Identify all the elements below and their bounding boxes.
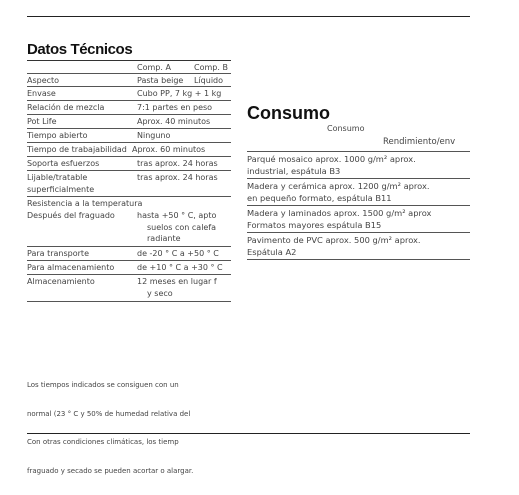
row-label-line: Lijable/tratable	[27, 173, 88, 182]
list-item-line: industrial, espátula B3	[247, 166, 341, 176]
row-value-line: y seco	[147, 288, 173, 298]
list-item-line: Parqué mosaico aprox. 1000 g/m² aprox.	[247, 154, 416, 164]
row-value-a: Pasta beige	[137, 76, 184, 85]
list-item-line: Pavimento de PVC aprox. 500 g/m² aprox.	[247, 235, 421, 245]
consumo-section	[247, 100, 470, 300]
row-value	[137, 210, 247, 245]
row-label: Después del fraguado	[27, 211, 115, 220]
row-value: Aprox. 60 minutos	[132, 145, 206, 154]
table-row	[27, 87, 231, 101]
header-comp-b: Comp. B	[194, 63, 228, 72]
list-item	[247, 233, 470, 260]
row-value: 7:1 partes en peso	[137, 103, 213, 112]
footnote-line: Los tiempos indicados se consiguen con un	[27, 381, 179, 389]
list-item-line: en pequeño formato, espátula B11	[247, 193, 392, 203]
table-row	[27, 101, 231, 115]
row-label: Pot Life	[27, 117, 57, 126]
row-label: Tiempo abierto	[27, 131, 88, 140]
row-label: Resistencia a la temperatura	[27, 199, 143, 208]
table-row	[27, 143, 231, 157]
consumo-title: Consumo	[247, 103, 330, 123]
row-label: Para almacenamiento	[27, 263, 115, 272]
list-item	[247, 152, 470, 179]
row-label: Tiempo de trabajabilidad	[27, 145, 127, 154]
list-item-line: Madera y laminados aprox. 1500 g/m² aprox	[247, 208, 432, 218]
consumo-column-header: Consumo	[327, 124, 365, 133]
row-label: Relación de mezcla	[27, 103, 105, 112]
table-row	[27, 129, 231, 143]
spec-table	[27, 61, 231, 302]
row-label: Almacenamiento	[27, 277, 95, 286]
table-row	[27, 171, 231, 197]
row-label: Para transporte	[27, 249, 89, 258]
datos-tecnicos-title: Datos Técnicos	[27, 41, 133, 58]
row-value: tras aprox. 24 horas	[137, 159, 218, 168]
row-label: Aspecto	[27, 76, 60, 85]
table-row	[27, 115, 231, 129]
row-value-b: Líquido	[194, 76, 224, 85]
list-item	[247, 179, 470, 206]
table-section-row	[27, 197, 231, 209]
row-label-line: superficialmente	[27, 184, 95, 194]
list-item-line: Formatos mayores espátula B15	[247, 220, 382, 230]
row-value: Ninguno	[137, 131, 171, 140]
table-row	[27, 275, 231, 302]
datos-tecnicos-section	[27, 38, 231, 475]
table-row	[27, 157, 231, 171]
row-value-line: hasta +50 ° C, apto	[137, 211, 217, 220]
list-item-line: Madera y cerámica aprox. 1200 g/m² aprox.	[247, 181, 430, 191]
table-row	[27, 247, 231, 261]
row-value-line: 12 meses en lugar f	[137, 277, 217, 286]
row-value: de -20 ° C a +50 ° C	[137, 249, 219, 258]
row-value: Cubo PP, 7 kg + 1 kg	[137, 89, 222, 98]
rendimiento-column-header: Rendimiento/env	[383, 137, 456, 147]
row-label	[27, 172, 132, 195]
row-value-line: suelos con calefa	[147, 222, 217, 232]
top-rule	[27, 16, 470, 17]
footnote-line: fraguado y secado se pueden acortar o alargar.	[27, 466, 194, 475]
row-value: de +10 ° C a +30 ° C	[137, 263, 223, 272]
table-row	[27, 74, 231, 87]
row-value: tras aprox. 24 horas	[137, 173, 218, 182]
consumo-list	[247, 152, 470, 260]
row-value: Aprox. 40 minutos	[137, 117, 211, 126]
footnote-line: normal (23 ° C y 50% de humedad relativa del	[27, 409, 191, 418]
list-item	[247, 206, 470, 233]
table-header-row	[27, 61, 231, 74]
table-row	[27, 261, 231, 275]
footnote	[27, 362, 237, 495]
row-value-line: radiante	[147, 234, 181, 243]
table-row	[27, 209, 231, 247]
row-label: Envase	[27, 89, 56, 98]
list-item-line: Espátula A2	[247, 247, 297, 257]
row-value	[137, 276, 247, 299]
bottom-rule	[27, 433, 470, 434]
header-comp-a: Comp. A	[137, 63, 171, 72]
footnote-line: Con otras condiciones climáticas, los tiemp	[27, 438, 179, 446]
row-label: Soporta esfuerzos	[27, 159, 100, 168]
